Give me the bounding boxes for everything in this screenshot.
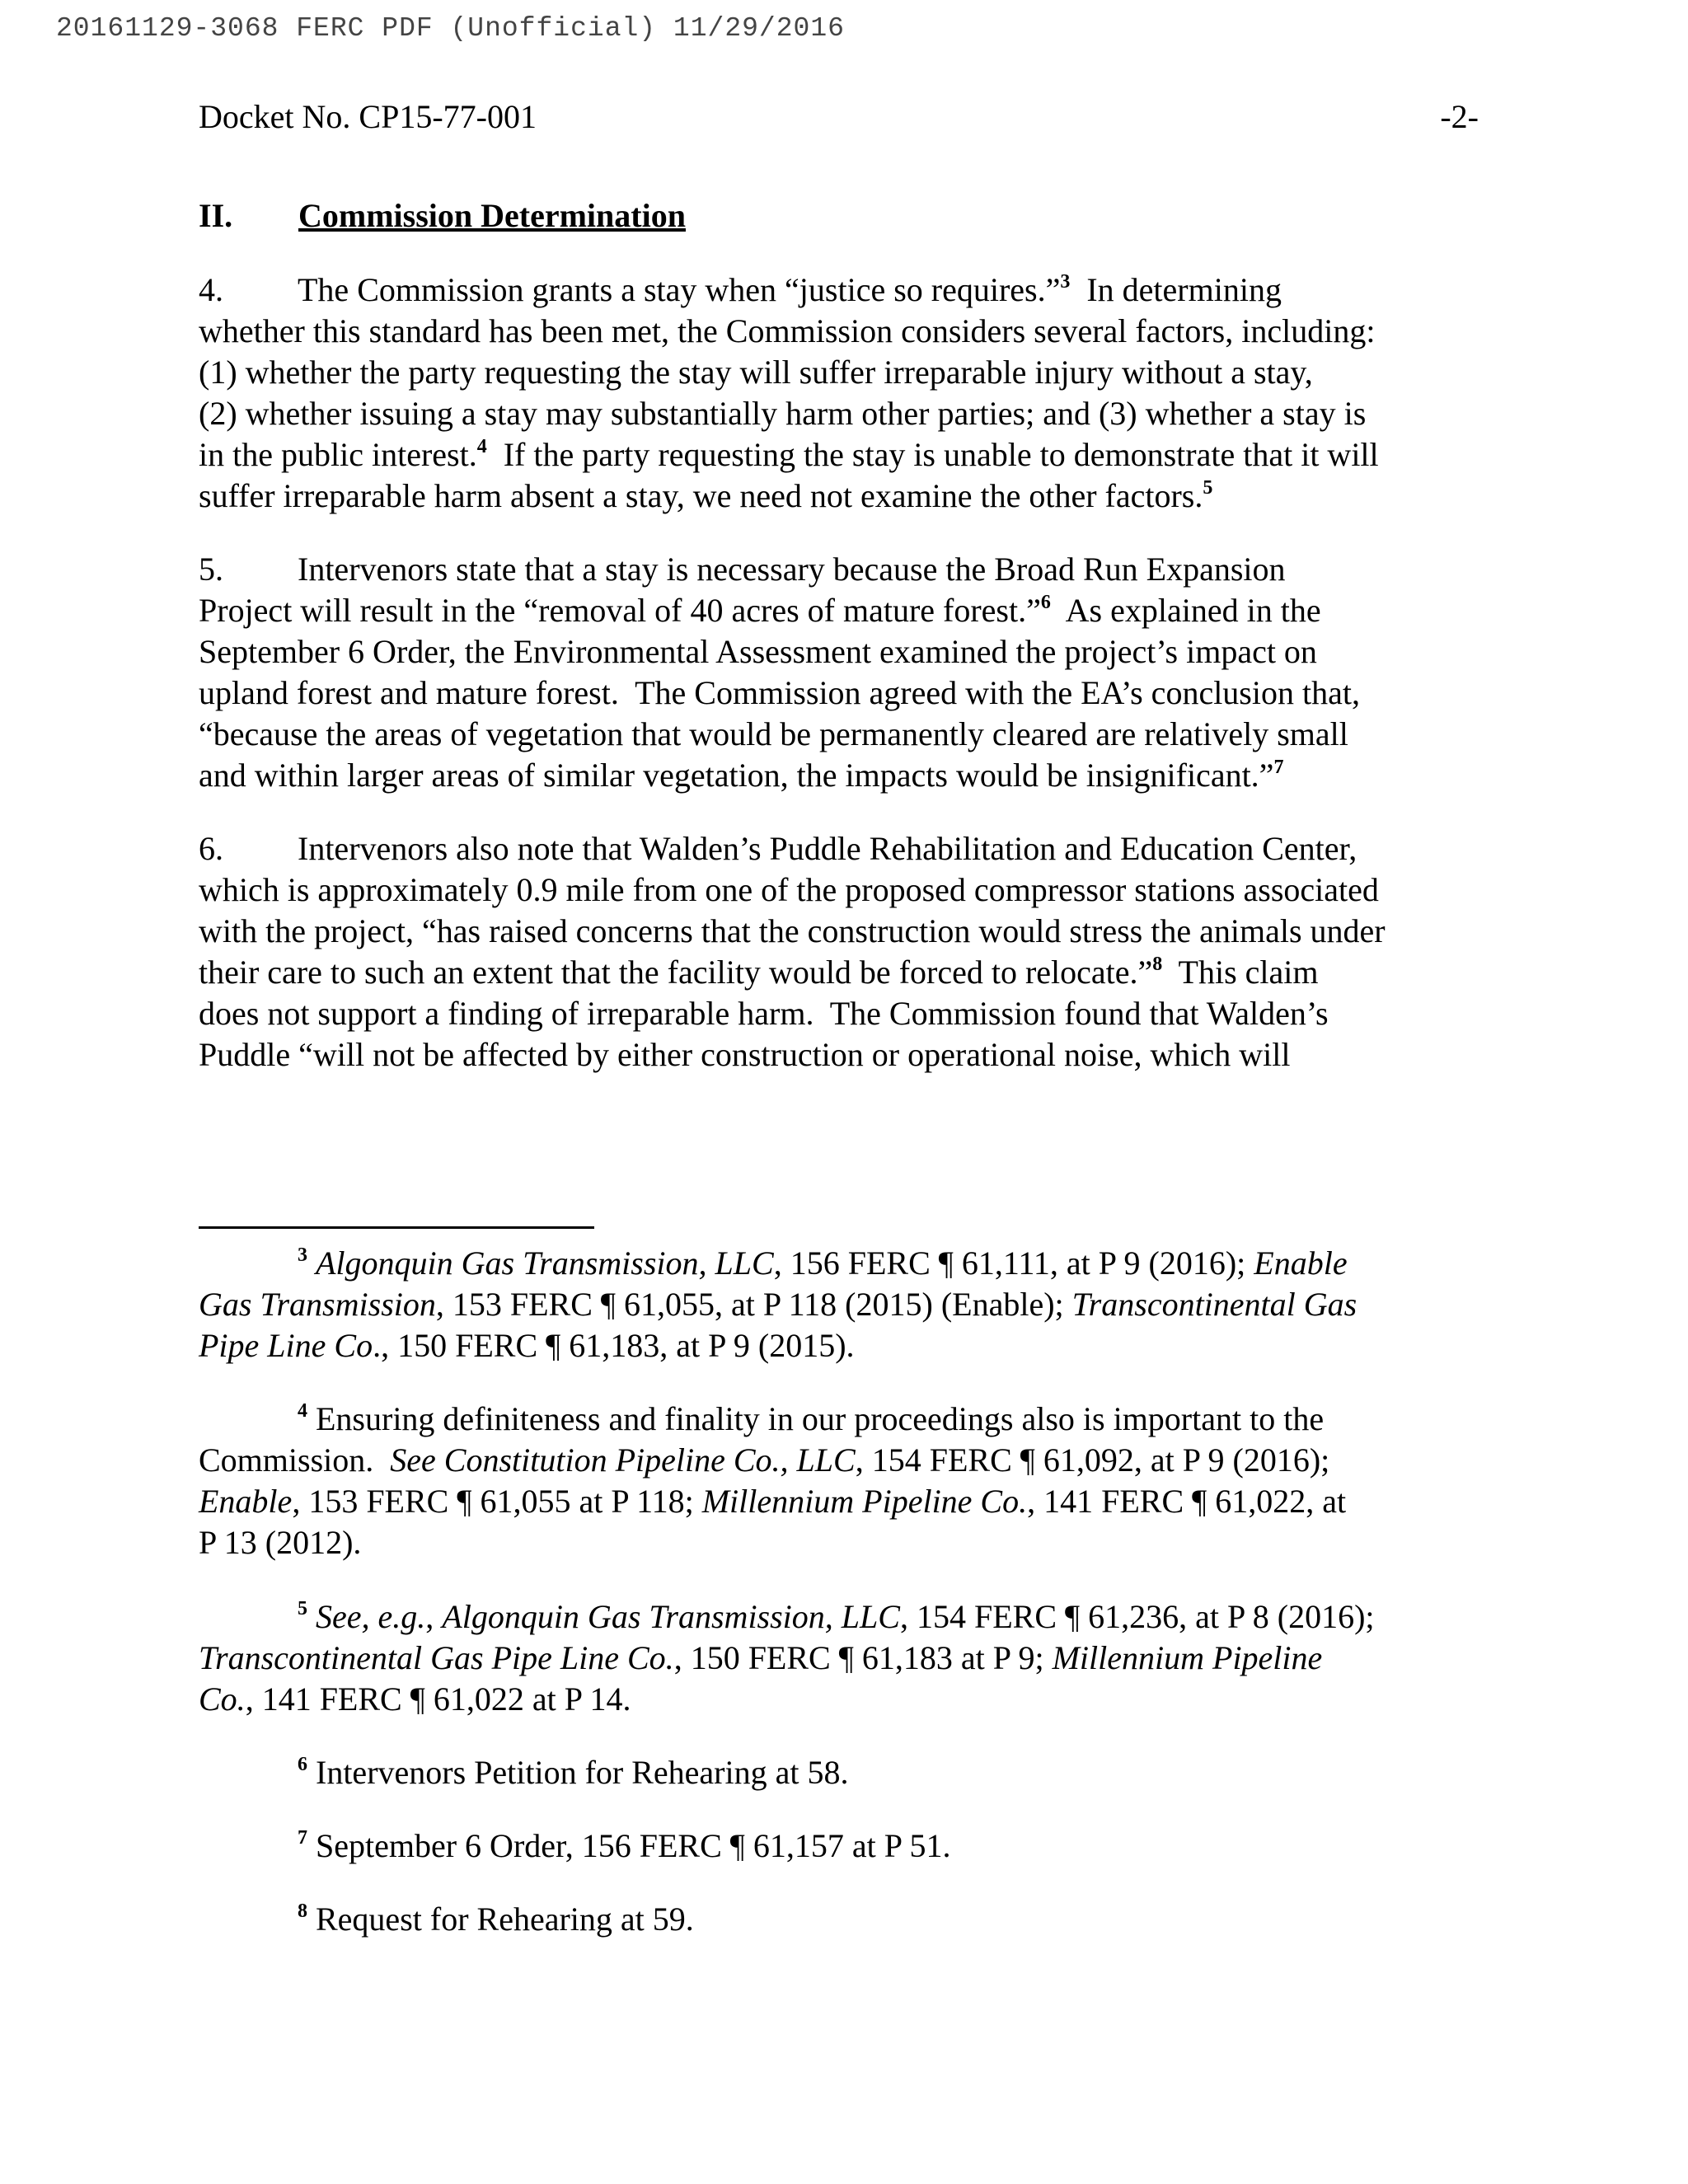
text-line: P 13 (2012). [199,1524,362,1561]
footnote-7 [199,1825,951,1867]
case-name: Enable [1254,1244,1348,1282]
footnote-ref: 5 [1203,476,1213,499]
case-name: Millennium Pipeline [1052,1639,1323,1676]
text-run: ., 150 FERC ¶ 61,183, at P 9 (2015). [373,1327,855,1364]
text-run: Intervenors also note that Walden’s Puddle Rehabilitation and Education Center, [298,830,1357,867]
text-run: , 154 FERC ¶ 61,092, at P 9 (2016); [855,1441,1330,1479]
footnote-mark: 4 [298,1399,307,1422]
text-run: , 153 FERC ¶ 61,055 at P 118; [292,1483,702,1520]
text-run: their care to such an extent that the facility would be forced to relocate.” [199,954,1153,991]
text-run: Commission. [199,1441,391,1479]
footnote-ref: 4 [476,435,487,457]
case-name: See Constitution Pipeline Co., LLC [390,1441,856,1479]
case-name: Gas Transmission [199,1286,436,1323]
paragraph-number: 4. [199,271,223,308]
case-name: Transcontinental Gas [1071,1286,1357,1323]
text-run: Project will result in the “removal of 40 acres of mature forest.” [199,592,1041,629]
case-name: Algonquin Gas Transmission, LLC [442,1598,900,1635]
footnote-ref: 6 [1040,591,1051,613]
footnote-5 [199,1596,1375,1720]
text-line: “because the areas of vegetation that would be permanently cleared are relatively small [199,715,1348,752]
footnote-3 [199,1243,1357,1366]
text-line: with the project, “has raised concerns that the construction would stress the animals under [199,912,1386,949]
text-line: whether this standard has been met, the Commission considers several factors, including: [199,312,1376,349]
case-name: Transcontinental Gas Pipe Line Co. [199,1639,674,1676]
footnote-mark: 6 [298,1753,307,1775]
text-line: does not support a finding of irreparable harm. The Commission found that Walden’s [199,995,1329,1032]
text-run: and within larger areas of similar vegetation, the impacts would be insignificant.” [199,757,1274,794]
text-line: (1) whether the party requesting the stay will suffer irreparable injury without a stay, [199,354,1313,391]
text-line: Puddle “will not be affected by either construction or operational noise, which will [199,1036,1291,1073]
text-run: The Commission grants a stay when “justice so requires.” [298,271,1061,308]
text-run: Ensuring definiteness and finality in our proceedings also is important to the [316,1400,1325,1437]
footnote-ref: 8 [1152,953,1163,975]
footnote-ref: 7 [1273,756,1284,778]
docket-number: Docket No. CP15-77-001 [199,98,537,135]
paragraph-6 [199,828,1386,1076]
footnote-mark: 7 [298,1826,307,1849]
text-run: As explained in the [1050,592,1321,629]
footnote-separator [199,1226,594,1229]
section-title: Commission Determination [298,197,686,234]
text-run: September 6 Order, 156 FERC ¶ 61,157 at P 51. [316,1827,951,1864]
text-run: , 141 FERC ¶ 61,022 at P 14. [245,1680,631,1718]
filing-stamp: 20161129-3068 FERC PDF (Unofficial) 11/29/2016 [56,13,845,44]
text-line: which is approximately 0.9 mile from one of the proposed compressor stations associated [199,871,1379,908]
text-run: This claim [1162,954,1319,991]
footnote-6 [199,1752,848,1793]
text-run: suffer irreparable harm absent a stay, we need not examine the other factors. [199,477,1203,514]
case-name: Enable [199,1483,293,1520]
text-run: , 156 FERC ¶ 61,111, at P 9 (2016); [773,1244,1254,1282]
text-run: , [425,1598,443,1635]
text-run: In determining [1070,271,1282,308]
text-line: September 6 Order, the Environmental Assessment examined the project’s impact on [199,633,1317,670]
paragraph-5 [199,549,1360,796]
text-run: Intervenors Petition for Rehearing at 58. [316,1754,849,1791]
paragraph-number: 5. [199,551,223,588]
section-number: II. [199,197,233,234]
text-run: in the public interest. [199,436,477,473]
text-run: , 153 FERC ¶ 61,055, at P 118 (2015) (Enable); [435,1286,1072,1323]
signal-phrase: See, e.g. [316,1598,426,1635]
footnote-mark: 3 [298,1244,307,1266]
footnote-ref: 3 [1060,270,1071,293]
text-run: Request for Rehearing at 59. [316,1900,694,1938]
text-run: If the party requesting the stay is unable to demonstrate that it will [486,436,1379,473]
paragraph-number: 6. [199,830,223,867]
case-name: Algonquin Gas Transmission, LLC [316,1244,774,1282]
text-line: (2) whether issuing a stay may substantially harm other parties; and (3) whether a stay is [199,395,1367,432]
case-name: Millennium Pipeline Co. [701,1483,1028,1520]
text-line: upland forest and mature forest. The Commission agreed with the EA’s conclusion that, [199,674,1360,711]
case-name: Co. [199,1680,246,1718]
text-run: , 154 FERC ¶ 61,236, at P 8 (2016); [899,1598,1375,1635]
footnote-8 [199,1899,694,1940]
paragraph-4 [199,269,1379,517]
footnote-4 [199,1399,1346,1563]
text-run: , 141 FERC ¶ 61,022, at [1027,1483,1347,1520]
page-number: -2- [1440,98,1479,135]
case-name: Pipe Line Co [199,1327,373,1364]
text-run: , 150 FERC ¶ 61,183 at P 9; [673,1639,1053,1676]
footnote-mark: 5 [298,1597,307,1619]
text-run: Intervenors state that a stay is necessary because the Broad Run Expansion [298,551,1286,588]
footnote-mark: 8 [298,1900,307,1922]
